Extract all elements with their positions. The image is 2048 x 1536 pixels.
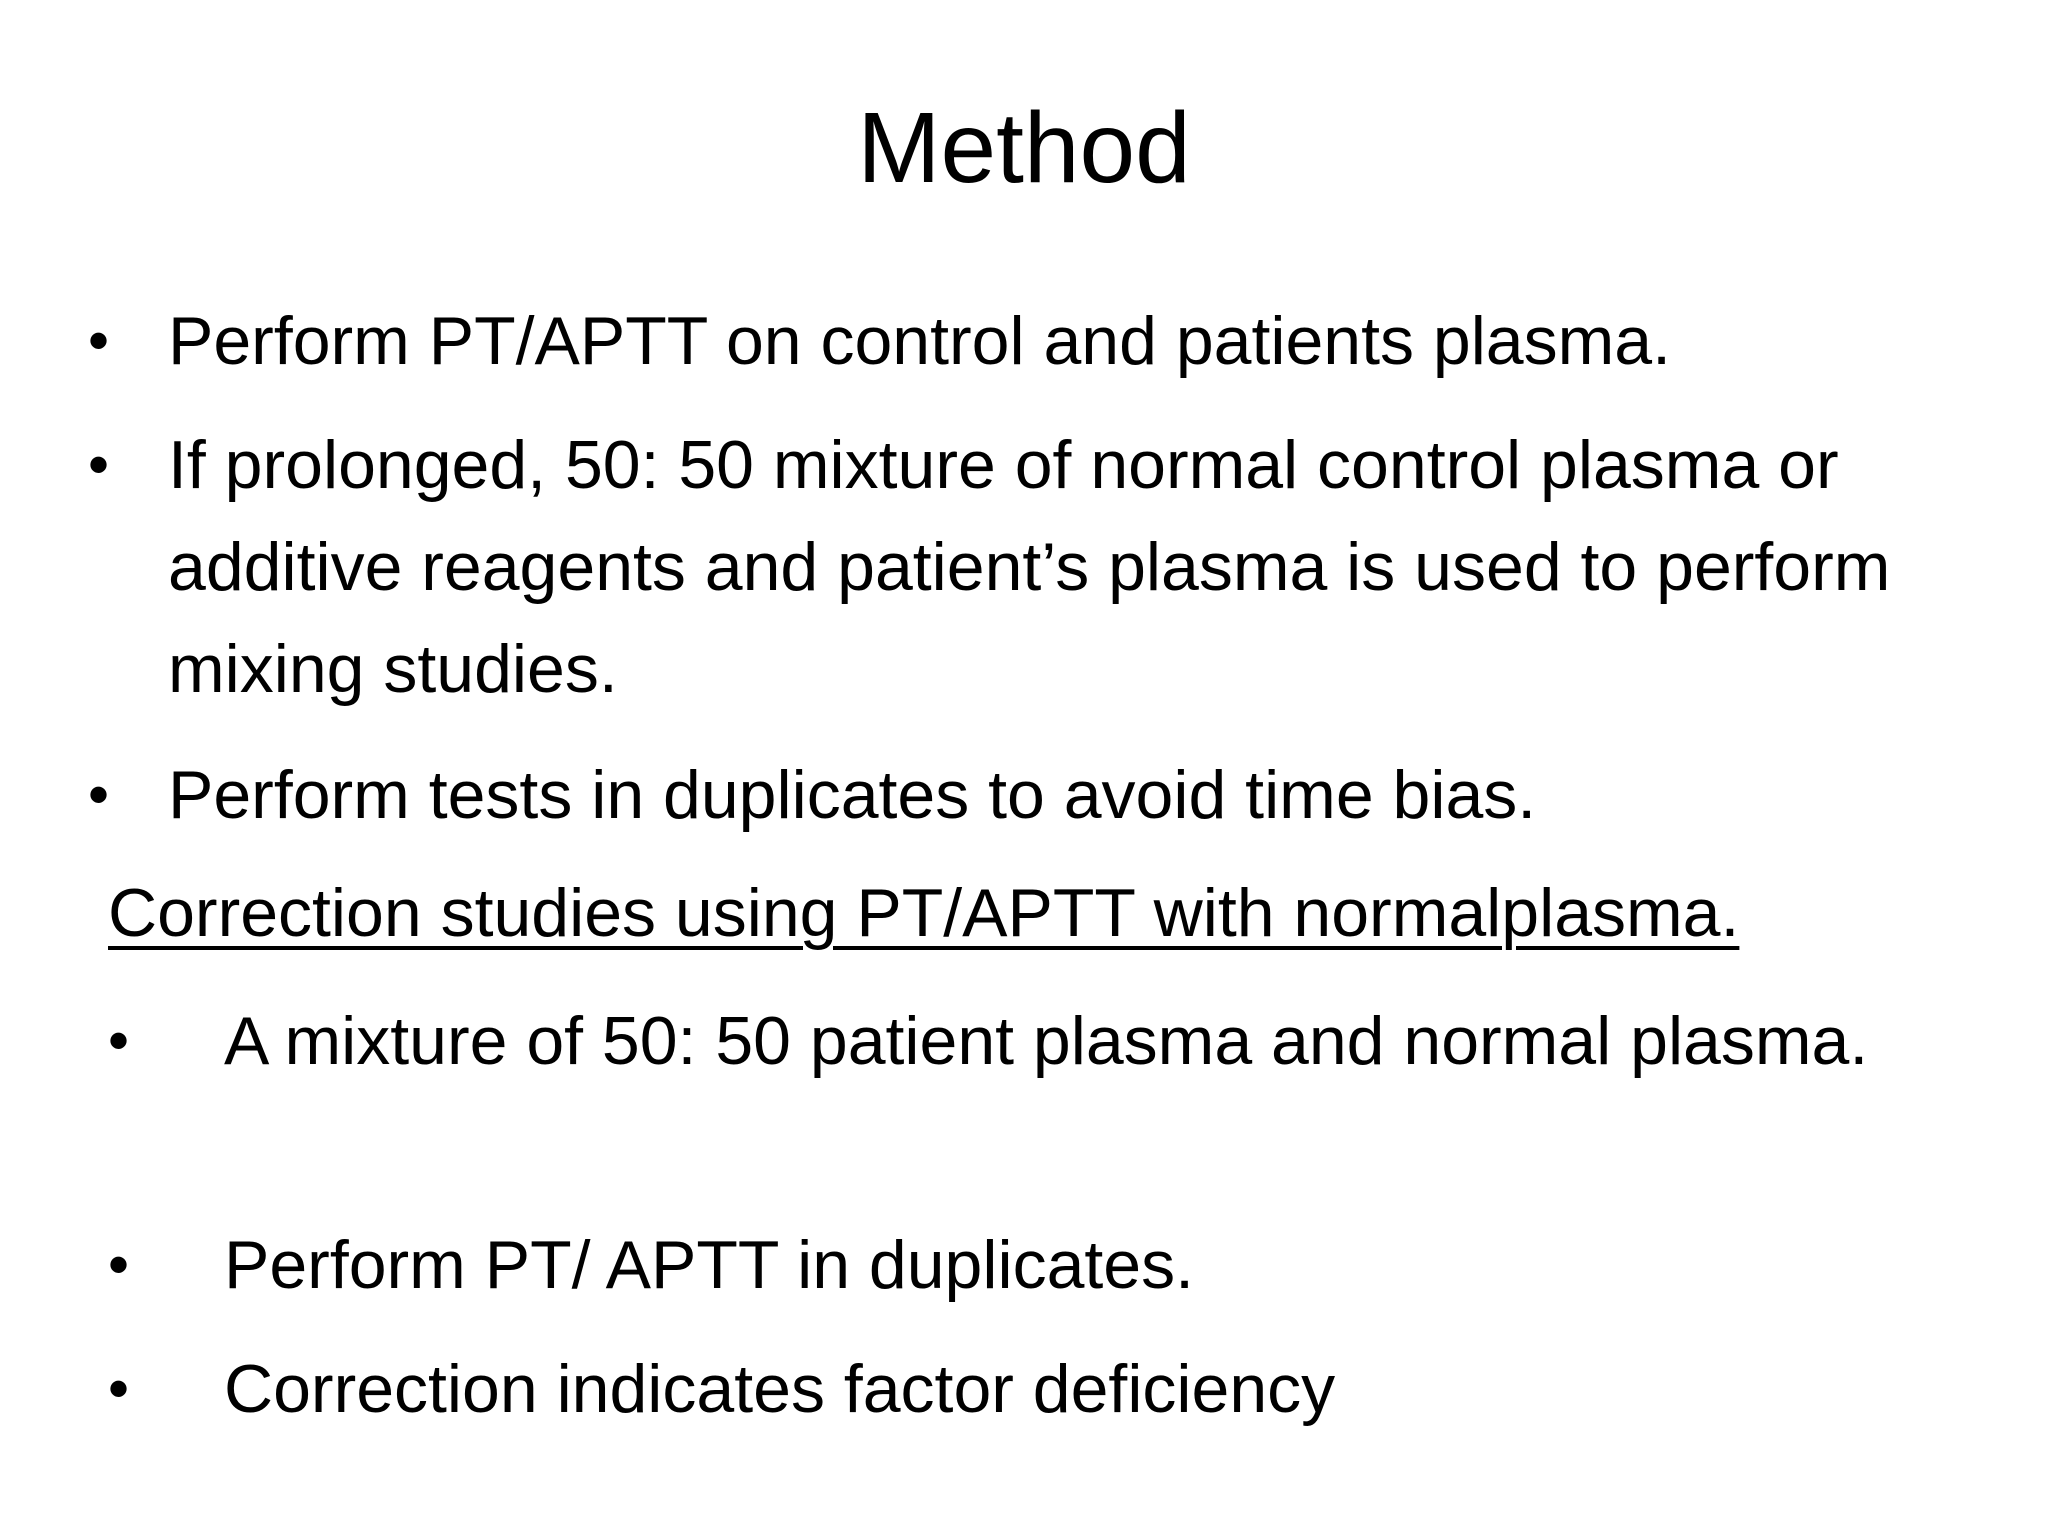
bullet-marker: • <box>108 1355 130 1422</box>
bullet-marker: • <box>88 431 110 498</box>
bullet-marker: • <box>108 1231 130 1298</box>
bullet-text: Correction indicates factor deficiency <box>224 1351 1336 1427</box>
bullet-text: A mixture of 50: 50 patient plasma and normal plasma. <box>224 1003 1869 1079</box>
bullet-text: If prolonged, 50: 50 mixture of normal control plasma or additive reagents and patient’s plasma is used to perform mixing studies. <box>168 427 1891 707</box>
bullet-marker: • <box>88 761 110 828</box>
correction-studies-heading: Correction studies using PT/APTT with normalplasma. <box>108 875 1740 951</box>
bullet-text: Perform PT/APTT on control and patients plasma. <box>168 303 1671 379</box>
bullet-marker: • <box>88 307 110 374</box>
slide-title: Method <box>857 92 1191 204</box>
bullet-text: Perform tests in duplicates to avoid time bias. <box>168 757 1537 833</box>
bullet-marker: • <box>108 1007 130 1074</box>
bullet-text: Perform PT/ APTT in duplicates. <box>224 1227 1194 1303</box>
